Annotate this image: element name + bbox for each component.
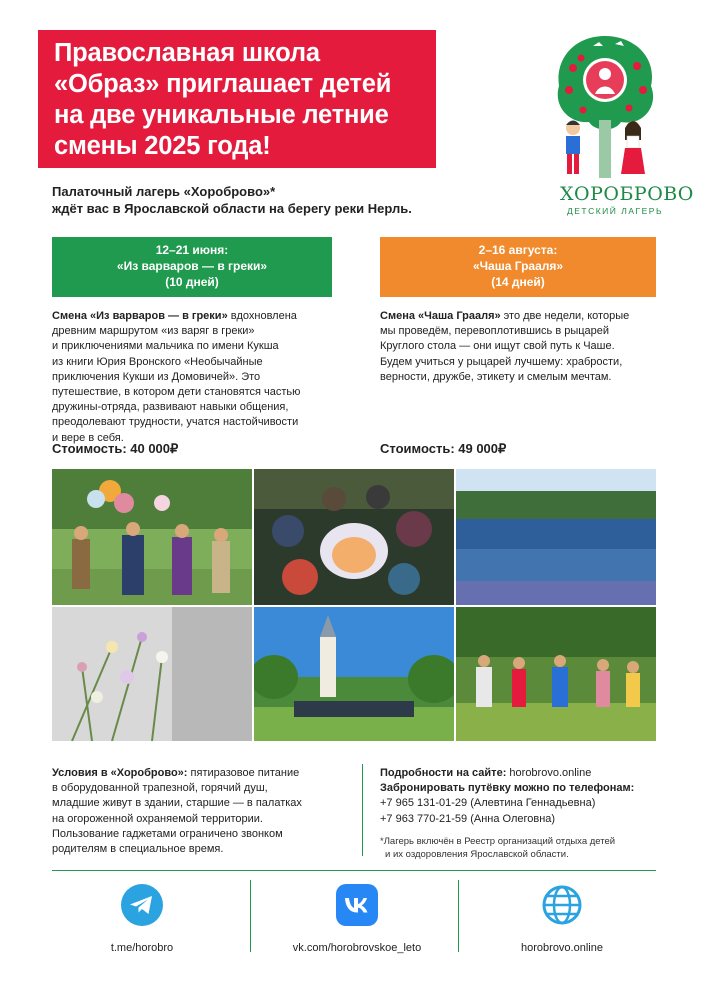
subtitle (52, 183, 492, 217)
subtitle-line: Палаточный лагерь «Хороброво»* (52, 184, 276, 199)
camp-conditions (52, 766, 352, 857)
session-1-dates: 12–21 июня: (155, 243, 229, 257)
session-1-duration: (10 дней) (165, 275, 219, 289)
telegram-icon[interactable] (121, 884, 163, 926)
desc-line: Круглого стола — они ищут свой путь к Чаше. (380, 340, 615, 353)
logo-subtitle: ДЕТСКИЙ ЛАГЕРЬ (566, 206, 664, 216)
session-2-dates: 2–16 августа: (478, 243, 558, 257)
phone-2[interactable]: +7 963 770-21-59 (Анна Олеговна) (380, 812, 556, 825)
phone-1[interactable]: +7 965 131-01-29 (Алевтина Геннадьевна) (380, 797, 596, 810)
desc-line: преодолевают трудности, учатся настойчивости (52, 416, 299, 429)
cond-line: родителям в специальное время. (52, 843, 224, 856)
cond-line: в оборудованной трапезной, горячий душ, (52, 782, 268, 795)
headline-line: смены 2025 года! (54, 132, 271, 160)
website-contact[interactable] (482, 884, 642, 954)
booking-heading: Забронировать путёвку можно по телефонам: (380, 782, 635, 795)
vk-contact[interactable] (262, 884, 452, 954)
desc-line: верности, дружбе, этикету и смелым мечтам. (380, 370, 612, 383)
photo-bell-tower (254, 607, 454, 741)
telegram-link[interactable]: t.me/horobro (110, 942, 174, 954)
tree-crown (558, 36, 653, 130)
photo-balloons-group (52, 469, 252, 605)
session-2-duration: (14 дней) (491, 275, 545, 289)
divider (362, 764, 363, 856)
desc-line: Будем учиться у рыцарей лучшему: храбрости, (380, 355, 623, 368)
photo-kids-playing (456, 607, 656, 741)
cond-line: Пользование гаджетами ограничено звонком (52, 827, 283, 840)
desc-line: и приключениями мальчика по имени Кукша (52, 340, 279, 353)
vk-link[interactable]: vk.com/horobrovskoe_leto (292, 942, 422, 954)
headline-banner (38, 30, 436, 168)
site-link[interactable]: horobrovo.online (506, 767, 592, 779)
session-1-title: «Из варваров — в греки» (116, 259, 268, 273)
headline-line: Православная школа (54, 39, 320, 67)
desc-line: Смена «Из варваров — в греки» вдохновлена (52, 310, 297, 322)
photo-campfire (254, 469, 454, 605)
note-line: *Лагерь включён в Реестр организаций отдыха детей (380, 836, 616, 847)
booking-info (380, 766, 680, 827)
desc-line: мы проведём, перевоплотившись в рыцарей (380, 325, 610, 338)
desc-line: древним маршрутом «из варяг в греки» (52, 325, 255, 338)
girl-figure (621, 121, 645, 174)
divider (458, 880, 459, 952)
boy-figure (566, 121, 580, 175)
cond-line: младшие живут в здании, старшие — в палатках (52, 797, 302, 810)
photo-wildflowers (52, 607, 252, 741)
website-link[interactable]: horobrovo.online (521, 942, 603, 954)
desc-line: приключения Кукши из Домовичей». Это (52, 370, 261, 383)
session-2-header (380, 237, 656, 297)
desc-line: из книги Юрия Вронского «Необычайные (52, 355, 263, 368)
globe-icon[interactable] (541, 884, 583, 926)
telegram-contact[interactable] (62, 884, 222, 954)
registry-footnote (380, 835, 680, 861)
cond-line: Условия в «Хороброво»: пятиразовое питание (52, 767, 300, 779)
session-1-description (52, 309, 352, 446)
site-line: Подробности на сайте: horobrovo.online (380, 767, 592, 779)
session-1-header (52, 237, 332, 297)
cond-line: на огороженной охраняемой территории. (52, 812, 263, 825)
photo-river (456, 469, 656, 605)
logo-name: ХОРОБРОВО (560, 183, 694, 205)
session-2-title: «Чаша Грааля» (472, 259, 564, 273)
session-2-price: Стоимость: 49 000₽ (380, 441, 507, 456)
headline-line: «Образ» приглашает детей (54, 70, 392, 98)
desc-line: дружины-отряда, развивают навыки общения, (52, 401, 289, 414)
divider (250, 880, 251, 952)
session-1-price: Стоимость: 40 000₽ (52, 441, 179, 456)
note-line: и их оздоровления Ярославской области. (385, 849, 569, 860)
divider (52, 870, 656, 871)
desc-line: путешествие, в котором дети становятся частью (52, 386, 301, 399)
desc-line: и вере в себя. (52, 431, 124, 444)
vk-icon[interactable] (336, 884, 378, 926)
headline-line: на две уникальные летние (54, 101, 389, 129)
session-2-description (380, 309, 670, 385)
subtitle-line: ждёт вас в Ярославской области на берегу реки Нерль. (52, 201, 412, 216)
desc-line: Смена «Чаша Грааля» это две недели, которые (380, 310, 630, 322)
